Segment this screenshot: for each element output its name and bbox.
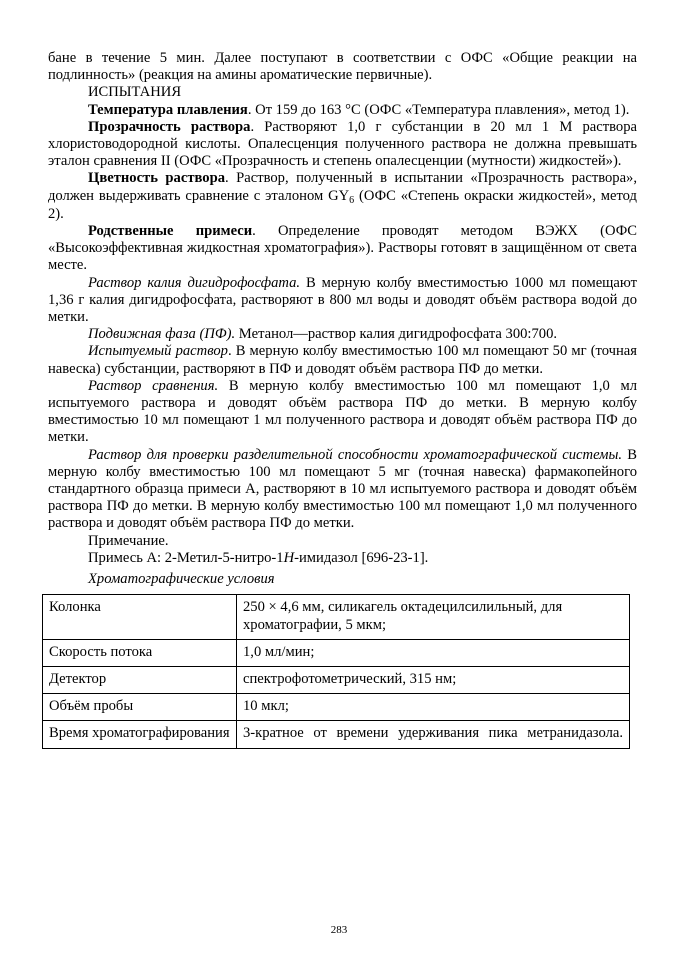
clarity-text: . Растворяют 1,0 г субстанции в 20 мл 1 М раствора хлористоводородной кислоты. Опалесценция полученного раствора не должна превышать эталон сравнения II (ОФС «Прозрачность и степень опалесценции (мутности) жидкостей»). [48,118,637,170]
suitability-title: Раствор для проверки разделительной способности хроматографической системы. [88,446,623,463]
paragraph-mobile-phase [48,326,637,343]
paragraph-clarity [48,119,637,171]
page-number: 283 [330,924,348,936]
table-cell-value: 1,0 мл/мин; [237,639,630,666]
table-cell-label: Объём пробы [43,694,237,721]
table-cell-label: Детектор [43,666,237,693]
table-caption: Хроматографические условия [88,571,275,588]
buffer-title: Раствор калия дигидрофосфата. [88,274,301,291]
paragraph-reference-solution [48,378,637,447]
table-row [43,595,630,639]
document-page [48,50,637,749]
test-solution-text: . В мерную колбу вместимостью 100 мл помещают 50 мг (точная навеска) субстанции, растворяют в ПФ и доводят объём раствора ПФ до метки. [48,343,638,377]
mobile-phase-title: Подвижная фаза (ПФ). [88,326,236,343]
impurity-a-italic-h: H [283,549,295,566]
paragraph-impurity-a [48,550,637,567]
melting-point-text: . От 159 до 163 °C (ОФС «Температура плавления», метод 1). [247,101,630,118]
color-subscript: 6 [349,194,355,206]
table-cell-label: Колонка [43,595,237,639]
paragraph-test-solution [48,343,637,377]
paragraph-suitability [48,447,637,533]
table-cell-label: Время хроматографирования [43,721,237,748]
paragraph-melting-point [48,102,637,119]
paragraph-identification-end: бане в течение 5 мин. Далее поступают в соответствии с ОФС «Общие реакции на подлинность» (реакция на амины ароматические первичные). [48,50,637,84]
section-heading-tests: ИСПЫТАНИЯ [88,84,182,101]
table-row [43,694,630,721]
impurity-a-text-b: -имидазол [696-23-1]. [294,549,429,566]
impurities-title: Родственные примеси [88,223,253,240]
test-solution-title: Испытуемый раствор [88,343,228,360]
mobile-phase-text: Метанол—раствор калия дигидрофосфата 300:700. [235,326,558,343]
table-row [43,666,630,693]
paragraph-buffer [48,275,637,327]
reference-solution-title: Раствор сравнения. [88,377,219,394]
impurity-a-text-a: Примесь А: 2-Метил-5-нитро-1 [88,549,284,566]
clarity-title: Прозрачность раствора [88,118,251,135]
table-row [43,721,630,748]
chromatographic-conditions-table [42,594,630,748]
buffer-text: В мерную колбу вместимостью 1000 мл помещают 1,36 г калия дигидрофосфата, растворяют в 800 мл воды и доводят объём раствора водой до метки. [48,274,637,326]
paragraph-impurities [48,223,637,275]
table-row [43,639,630,666]
paragraph-color [48,170,637,223]
table-cell-value: 10 мкл; [237,694,630,721]
table-cell-label: Скорость потока [43,639,237,666]
melting-point-title: Температура плавления [88,101,248,118]
note-heading: Примечание. [88,532,169,549]
suitability-text: В мерную колбу вместимостью 100 мл помещают 5 мг (точная навеска) фармакопейного стандартного образца примеси А, растворяют в 10 мл испытуемого раствора и доводят объём раствора ПФ до метки. В мерную колбу вместимостью 100 мл помещают 1,0 мл полученного раствора и доводят объём раствора ПФ до метки. [48,446,637,532]
color-title: Цветность раствора [88,170,225,187]
color-text-a: . Раствор, полученный в испытании «Прозрачность раствора», должен выдерживать сравнение с эталоном GY [48,170,638,204]
reference-solution-text: В мерную колбу вместимостью 100 мл помещают 1,0 мл испытуемого раствора и доводят объём раствора ПФ до метки. В мерную колбу вместимостью 10 мл помещают 1 мл полученного раствора и доводят объём раствора ПФ до метки. [48,377,637,446]
impurities-text: . Определение проводят методом ВЭЖХ (ОФС «Высокоэффективная жидкостная хроматография»). Растворы готовят в защищённом от света месте. [48,223,637,274]
color-text-b: (ОФС «Степень окраски жидкостей», метод 2). [48,187,637,222]
table-cell-value: 250 × 4,6 мм, силикагель октадецилсилильный, для хроматографии, 5 мкм; [237,595,630,639]
table-cell-value: спектрофотометрический, 315 нм; [237,666,630,693]
table-cell-value: 3-кратное от времени удерживания пика метранидазола. [237,721,630,748]
